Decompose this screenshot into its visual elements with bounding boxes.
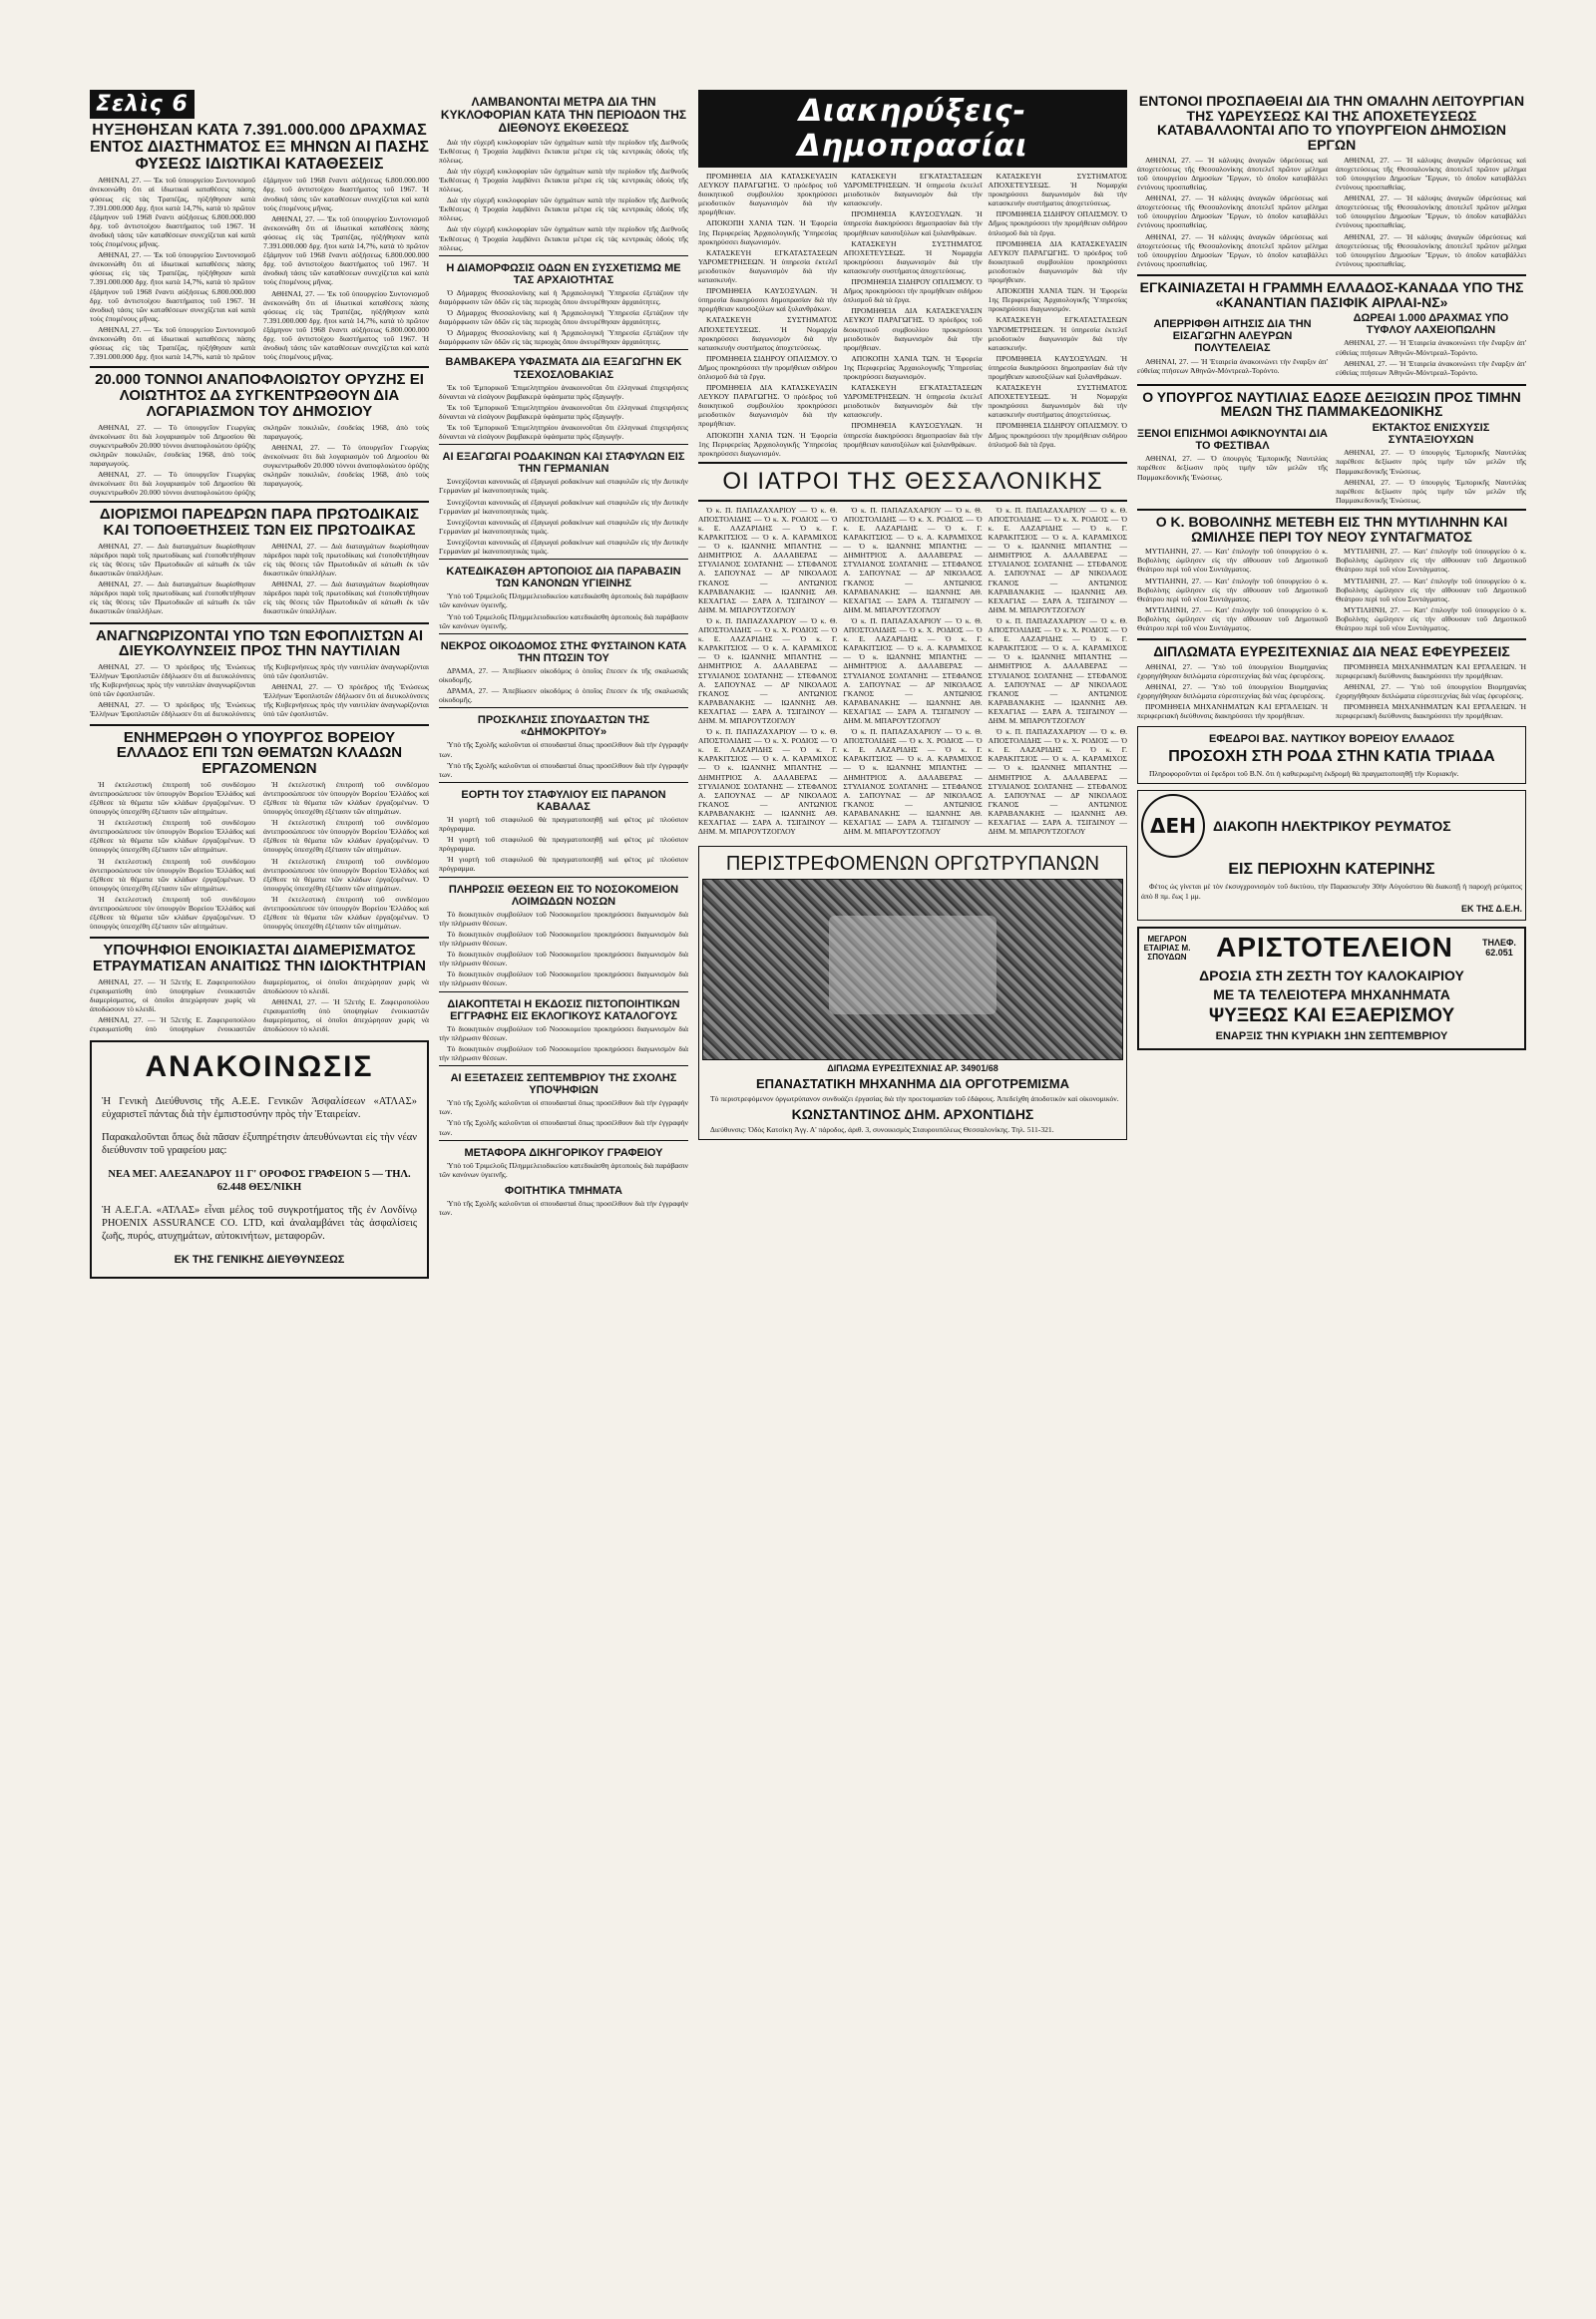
divider [698,462,1127,464]
article-text: ΑΘΗΝΑΙ, 27. — Ὁ πρόεδρος τῆς Ἑνώσεως Ἑλλήνων Ἐφοπλιστῶν ἐδήλωσεν ὅτι αἱ διευκολύνσεις τῆς Κυβερνήσεως πρὸς τὴν ναυτιλίαν ἀναγνωρίζονται ὑπὸ τῶν ἐφοπλιστῶν. [263,682,429,719]
column-4 [1137,90,1526,2284]
article-text: Ἡ ἐκτελεστικὴ ἐπιτροπὴ τοῦ συνδέσμου ἀντεπροσώπευσε τὸν ὑπουργὸν Βορείου Ἑλλάδος καὶ ἐξέθεσε τὰ θέματα τῶν κλάδων ἐργαζομένων. Ὁ ὑπουργὸς ὑπεσχέθη ἐξέτασιν τῶν αἰτημάτων. [263,779,429,817]
ad-title: ΑΝΑΚΟΙΝΩΣΙΣ [145,1050,374,1084]
headline-pensioners: ΕΚΤΑΚΤΟΣ ΕΝΙΣΧΥΣΙΣ ΣΥΝΤΑΞΙΟΥΧΩΝ [1372,422,1490,447]
article-text: Διὰ τὴν εὐχερῆ κυκλοφορίαν τῶν ὀχημάτων κατὰ τὴν περίοδον τῆς Διεθνοῦς Ἐκθέσεως ἡ Τροχαία λαμβάνει ἔκτακτα μέτρα εἰς τὰς κεντρικὰς ὁδοὺς τῆς πόλεως. [439,137,688,165]
tender-text: ΠΡΟΜΗΘΕΙΑ ΔΙΑ ΚΑΤΑΣΚΕΥΑΣΙΝ ΛΕΥΚΟΥ ΠΑΡΑΓΩΓΗΣ. Ὁ πρόεδρος τοῦ διοικητικοῦ συμβουλίου προκηρύσσει μειοδοτικὸν διαγωνισμὸν διὰ τὴν προμήθειαν. [843,306,983,352]
article-text: Ἡ ἐκτελεστικὴ ἐπιτροπὴ τοῦ συνδέσμου ἀντεπροσώπευσε τὸν ὑπουργὸν Βορείου Ἑλλάδος καὶ ἐξέθεσε τὰ θέματα τῶν κλάδων ἐργαζομένων. Ὁ ὑπουργὸς ὑπεσχέθη ἐξέτασιν τῶν αἰτημάτων. [90,818,255,855]
divider [439,444,688,445]
article-text: ΑΘΗΝΑΙ, 27. — Ἡ κάλυψις ἀναγκῶν ὑδρεύσεως καὶ ἀποχετεύσεως τῆς Θεσσαλονίκης ἀποτελεῖ πρῶτον μέλημα τοῦ ὑπουργείου Δημοσίων Ἔργων, τὸ ὁποῖον καταβάλλει ἐντόνους προσπαθείας. [1137,231,1328,268]
ad-tiller-name: ΚΩΝΣΤΑΝΤΙΝΟΣ ΔΗΜ. ΑΡΧΟΝΤΙΔΗΣ [791,1106,1034,1123]
article-text: ΑΘΗΝΑΙ, 27. — Ὁ πρόεδρος τῆς Ἑνώσεως Ἑλλήνων Ἐφοπλιστῶν ἐδήλωσεν ὅτι αἱ διευκολύνσεις τῆς Κυβερνήσεως πρὸς τὴν ναυτιλίαν ἀναγνωρίζονται ὑπὸ τῶν ἐφοπλιστῶν. [90,662,429,719]
headline-grape-fest: ΕΟΡΤΗ ΤΟΥ ΣΤΑΦΥΛΙΟΥ ΕΙΣ ΠΑΡΑΝΟΝ ΚΑΒΑΛΑΣ [461,788,666,813]
headline-festival: ΞΕΝΟΙ ΕΠΙΣΗΜΟΙ ΑΦΙΚΝΟΥΝΤΑΙ ΔΙΑ ΤΟ ΦΕΣΤΙΒΑΛ [1137,428,1328,453]
headline-minister-north: ΕΝΗΜΕΡΩΘΗ Ο ΥΠΟΥΡΓΟΣ ΒΟΡΕΙΟΥ ΕΛΛΑΔΟΣ ΕΠΙ ΤΩΝ ΘΕΜΑΤΩΝ ΚΛΑΔΩΝ ΕΡΓΑΖΟΜΕΝΩΝ [116,728,403,778]
divider [439,707,688,708]
article-text: Ἐκ τοῦ Ἐμπορικοῦ Ἐπιμελητηρίου ἀνακοινοῦται ὅτι ἑλληνικαὶ ἐπιχειρήσεις δύνανται νὰ εἰσάγουν βαμβακερὰ ὑφάσματα πρὸς ἐξαγωγήν. [439,402,688,421]
dei-logo-icon: ΔΕΗ [1141,794,1205,858]
article-text: Ἡ ἐκτελεστικὴ ἐπιτροπὴ τοῦ συνδέσμου ἀντεπροσώπευσε τὸν ὑπουργὸν Βορείου Ἑλλάδος καὶ ἐξέθεσε τὰ θέματα τῶν κλάδων ἐργαζομένων. Ὁ ὑπουργὸς ὑπεσχέθη ἐξέτασιν τῶν αἰτημάτων. [263,894,429,932]
article-text: Ὁ Δήμαρχος Θεσσαλονίκης καὶ ἡ Ἀρχαιολογικὴ Ὑπηρεσία ἐξετάζουν τὴν διαμόρφωσιν τῶν ὁδῶν εἰς τὰς περιοχὰς ὅπου ἀνευρέθησαν ἀρχαιότητες. [439,287,688,306]
article-text: Συνεχίζονται κανονικῶς αἱ ἐξαγωγαὶ ροδακίνων καὶ σταφυλῶν εἰς τὴν Δυτικὴν Γερμανίαν μὲ ἱκανοποιητικὰς τιμάς. [439,517,688,536]
divider [439,1140,688,1141]
tender-text: ΑΠΟΚΟΠΗ ΧΑΝΙΑ ΤΩΝ. Ἡ Ἐφορεία 1ης Περιφερείας Ἀρχαιολογικῆς Ὑπηρεσίας προκηρύσσει διαγωνισμόν. [843,353,983,381]
article-text: ΑΘΗΝΑΙ, 27. — Ὁ πρόεδρος τῆς Ἑνώσεως Ἑλλήνων Ἐφοπλιστῶν ἐδήλωσεν ὅτι αἱ διευκολύνσεις τῆς Κυβερνήσεως πρὸς τὴν ναυτιλίαν ἀναγνωρίζονται ὑπὸ τῶν ἐφοπλιστῶν. [90,662,255,699]
divider [90,937,429,939]
ad-text: Ἡ Α.Ε.Γ.Α. «ΑΤΛΑΣ» εἶναι μέλος τοῦ συγκροτήματος τῆς ἐν Λονδίνῳ PHOENIX ASSURANCE CO. LTD, καὶ ἀναλαμβάνει τὰς ἀσφαλίσεις ζωῆς, πυρός, ατυχημάτων, αὐτοκινήτων, μεταφορῶν. [102,1205,417,1243]
divider [90,501,429,503]
headline-vovolinis: Ο Κ. ΒΟΒΟΛΙΝΗΣ ΜΕΤΕΒΗ ΕΙΣ ΤΗΝ ΜΥΤΙΛΗΝΗΝ ΚΑΙ ΩΜΙΛΗΣΕ ΠΕΡΙ ΤΟΥ ΝΕΟΥ ΣΥΝΤΑΓΜΑΤΟΣ [1155,513,1508,545]
article-text: ΑΘΗΝΑΙ, 27. — Ἐκ τοῦ ὑπουργείου Συντονισμοῦ ἀνεκοινώθη ὅτι αἱ ἰδιωτικαὶ καταθέσεις πάσης φύσεως εἰς τὰς Τραπέζας, ηὐξήθησαν κατὰ 7.391.000.000 δρχ. ἤτοι κατὰ 14,7%, κατὰ τὸ πρῶτον ἑξάμηνον τοῦ 1968 ἔναντι αὐξήσεως 6.800.000.000 δρχ. τοῦ ἀντιστοίχου διαστήματος τοῦ 1967. Ἡ ἀνοδικὴ τάσις τῶν καταθέσεων συνεχίζεται καὶ κατὰ τοὺς ἐπομένους μῆνας. [90,176,255,249]
article-text: Ἡ ἐκτελεστικὴ ἐπιτροπὴ τοῦ συνδέσμου ἀντεπροσώπευσε τὸν ὑπουργὸν Βορείου Ἑλλάδος καὶ ἐξέθεσε τὰ θέματα τῶν κλάδων ἐργαζομένων. Ὁ ὑπουργὸς ὑπεσχέθη ἐξέτασιν τῶν αἰτημάτων. [90,894,255,932]
headline-canada-line: ΕΓΚΑΙΝΙΑΖΕΤΑΙ Η ΓΡΑΜΜΗ ΕΛΛΑΔΟΣ-ΚΑΝΑΔΑ ΥΠΟ ΤΗΣ «ΚΑΝΑΝΤΙΑΝ ΠΑΣΙΦΙΚ ΑΙΡΛΑΙ-ΝΣ» [1139,278,1524,310]
article-water [1137,156,1526,270]
headline-patents: ΔΙΠΛΩΜΑΤΑ ΕΥΡΕΣΙΤΕΧΝΙΑΣ ΔΙΑ ΝΕΑΣ ΕΦΕΥΡΕΣΕΙΣ [1153,643,1510,660]
article-text: ΑΘΗΝΑΙ, 27. — Ἡ Ἑταιρεία ἀνακοινώνει τὴν ἔναρξιν ἀπ' εὐθείας πτήσεων Ἀθηνῶν-Μόντρεαλ-Τορόντο. [1137,356,1328,375]
article-text: Συνεχίζονται κανονικῶς αἱ ἐξαγωγαὶ ροδακίνων καὶ σταφυλῶν εἰς τὴν Δυτικὴν Γερμανίαν μὲ ἱκανοποιητικὰς τιμάς. [439,497,688,516]
article-text: ΑΘΗΝΑΙ, 27. — Ὁ ὑπουργὸς Ἐμπορικῆς Ναυτιλίας παρέθεσε δεξίωσιν πρὸς τιμὴν τῶν μελῶν τῆς Παμμακεδονικῆς Ἑνώσεως. [1336,477,1526,505]
doctor-entry: Ὁ κ. Π. ΠΑΠΑΖΑΧΑΡΙΟΥ — Ὁ κ. Θ. ΑΠΟΣΤΟΛΙΔΗΣ — Ὁ κ. Χ. ΡΟΔΙΟΣ — Ὁ κ. Ε. ΛΑΖΑΡΙΔΗΣ — Ὁ κ. Γ. ΚΑΡΑΚΙΤΣΙΟΣ — Ὁ κ. Α. ΚΑΡΑΜΙΧΟΣ — Ὁ κ. ΙΩΑΝΝΗΣ ΜΠΑΝΤΗΣ — ΔΗΜΗΤΡΙΟΣ Α. ΔΑΛΑΒΕΡΑΣ — ΣΤΥΛΙΑΝΟΣ ΣΟΛΤΑΝΗΣ — ΣΤΕΦΑΝΟΣ Α. ΣΑΠΟΥΝΑΣ — ΔΡ ΝΙΚΟΛΑΟΣ ΓΚΑΝΟΣ — ΑΝΤΩΝΙΟΣ ΚΑΡΑΒΑΝΑΚΗΣ — ΙΩΑΝΝΗΣ ΑΘ. ΚΕΧΑΓΙΑΣ — ΣΑΡΑ Α. ΤΣΙΓΔΙΝΟΥ — ΔΗΜ. Μ. ΜΠΑΡΟΥΤΖΟΓΛΟΥ [843,615,983,725]
ad-arist-header [1142,932,1521,965]
ad-aristoteleion [1137,927,1526,1050]
tender-text: ΚΑΤΑΣΚΕΥΗ ΕΓΚΑΤΑΣΤΑΣΕΩΝ ΥΔΡΟΜΕΤΡΗΣΕΩΝ. Ἡ ὑπηρεσία ἐκτελεῖ μειοδοτικὸν διαγωνισμὸν διὰ τὴν κατασκευήν. [843,383,983,420]
article-text: Διὰ τὴν εὐχερῆ κυκλοφορίαν τῶν ὀχημάτων κατὰ τὴν περίοδον τῆς Διεθνοῦς Ἐκθέσεως ἡ Τροχαία λαμβάνει ἔκτακτα μέτρα εἰς τὰς κεντρικὰς ὁδοὺς τῆς πόλεως. [439,195,688,223]
headline-student-sections: ΦΟΙΤΗΤΙΚΑ ΤΜΗΜΑΤΑ [505,1184,622,1197]
ad-arist-line4: ΕΝΑΡΞΙΣ ΤΗΝ ΚΥΡΙΑΚΗ 1ΗΝ ΣΕΠΤΕΜΒΡΙΟΥ [1215,1029,1448,1042]
article-text: ΜΥΤΙΛΗΝΗ, 27. — Κατ' ἐπιλογὴν τοῦ ὑπουργείου ὁ κ. Βοβολίνης ὡμίλησεν εἰς τὴν αἴθουσαν τοῦ Δημοτικοῦ Θεάτρου περὶ τοῦ νέου Συντάγματος. [1137,576,1328,603]
tenders-block [698,172,1127,458]
divider [439,349,688,350]
ad-arist-line3: ΨΥΞΕΩΣ ΚΑΙ ΕΞΑΕΡΙΣΜΟΥ [1208,1004,1455,1026]
headline-electoral: ΔΙΑΚΟΠΤΕΤΑΙ Η ΕΚΔΟΣΙΣ ΠΙΣΤΟΠΟΙΗΤΙΚΩΝ ΕΓΓΡΑΦΗΣ ΕΙΣ ΕΚΛΟΓΙΚΟΥΣ ΚΑΤΑΛΟΓΟΥΣ [447,997,680,1022]
article-text: ΑΘΗΝΑΙ, 27. — Ὁ ὑπουργὸς Ἐμπορικῆς Ναυτιλίας παρέθεσε δεξίωσιν πρὸς τιμὴν τῶν μελῶν τῆς Παμμακεδονικῆς Ἑνώσεως. [1137,454,1328,482]
headline-donation: ΔΩΡΕΑΙ 1.000 ΔΡΑΧΜΑΣ ΥΠΟ ΤΥΦΛΟΥ ΛΑΧΕΙΟΠΩΛΗΝ [1353,312,1509,337]
divider [1137,274,1526,276]
article-text: Ὑπὸ τῆς Σχολῆς καλοῦνται οἱ σπουδασταὶ ὅπως προσέλθουν διὰ τὴν ἐγγραφήν των. [439,1199,688,1218]
doctor-entry: Ὁ κ. Π. ΠΑΠΑΖΑΧΑΡΙΟΥ — Ὁ κ. Θ. ΑΠΟΣΤΟΛΙΔΗΣ — Ὁ κ. Χ. ΡΟΔΙΟΣ — Ὁ κ. Ε. ΛΑΖΑΡΙΔΗΣ — Ὁ κ. Γ. ΚΑΡΑΚΙΤΣΙΟΣ — Ὁ κ. Α. ΚΑΡΑΜΙΧΟΣ — Ὁ κ. ΙΩΑΝΝΗΣ ΜΠΑΝΤΗΣ — ΔΗΜΗΤΡΙΟΣ Α. ΔΑΛΑΒΕΡΑΣ — ΣΤΥΛΙΑΝΟΣ ΣΟΛΤΑΝΗΣ — ΣΤΕΦΑΝΟΣ Α. ΣΑΠΟΥΝΑΣ — ΔΡ ΝΙΚΟΛΑΟΣ ΓΚΑΝΟΣ — ΑΝΤΩΝΙΟΣ ΚΑΡΑΒΑΝΑΚΗΣ — ΙΩΑΝΝΗΣ ΑΘ. ΚΕΧΑΓΙΑΣ — ΣΑΡΑ Α. ΤΣΙΓΔΙΝΟΥ — ΔΗΜ. Μ. ΜΠΑΡΟΥΤΖΟΓΛΟΥ [698,505,838,614]
ad-power-sub: ΕΙΣ ΠΕΡΙΟΧΗΝ ΚΑΤΕΡΙΝΗΣ [1228,861,1435,879]
divider [1137,384,1526,386]
article-text: ΑΘΗΝΑΙ, 27. — Ἡ κάλυψις ἀναγκῶν ὑδρεύσεως καὶ ἀποχετεύσεως τῆς Θεσσαλονίκης ἀποτελεῖ πρῶτον μέλημα τοῦ ὑπουργείου Δημοσίων Ἔργων, τὸ ὁποῖον καταβάλλει ἐντόνους προσπαθείας. [1336,193,1526,230]
divider [439,991,688,992]
article-text: Διὰ τὴν εὐχερῆ κυκλοφορίαν τῶν ὀχημάτων κατὰ τὴν περίοδον τῆς Διεθνοῦς Ἐκθέσεως ἡ Τροχαία λαμβάνει ἔκτακτα μέτρα εἰς τὰς κεντρικὰς ὁδοὺς τῆς πόλεως. [439,166,688,194]
headline-builder: ΝΕΚΡΟΣ ΟΙΚΟΔΟΜΟΣ ΣΤΗΣ ΦΥΣΤΑΙΝΟΝ ΚΑΤΑ ΤΗΝ ΠΤΩΣΙΝ ΤΟΥ [440,639,687,664]
article-text: ΑΘΗΝΑΙ, 27. — Ἡ 52ετὴς Ε. Ζαφειροπούλου ἐτραυματίσθη ὑπὸ ὑποψηφίων ἐνοικιαστῶν διαμερίσματος, οἱ ὁποῖοι ἀπεχώρησαν χωρὶς νὰ ἀποδώσουν τὸ κλειδί. [90,976,255,1014]
doctors-header: ΟΙ ΙΑΤΡΟΙ ΤΗΣ ΘΕΣΣΑΛΟΝΙΚΗΣ [722,467,1103,495]
article-text: ΑΘΗΝΑΙ, 27. — Διὰ διαταγμάτων διωρίσθησαν πάρεδροι παρὰ τοῖς πρωτοδίκαις καὶ ἐτοποθετήθησαν εἰς τὰς θέσεις τῶν Πρωτοδικῶν αἱ κάτωθι ἐκ τῶν δικαστικῶν ὑπαλλήλων. [90,580,255,616]
ad-arist-name: ΑΡΙΣΤΟΤΕΛΕΙΟΝ [1216,932,1453,964]
ad-arist-line2: ΜΕ ΤΑ ΤΕΛΕΙΟΤΕΡΑ ΜΗΧΑΝΗΜΑΤΑ [1213,985,1450,1002]
doctor-entry: Ὁ κ. Π. ΠΑΠΑΖΑΧΑΡΙΟΥ — Ὁ κ. Θ. ΑΠΟΣΤΟΛΙΔΗΣ — Ὁ κ. Χ. ΡΟΔΙΟΣ — Ὁ κ. Ε. ΛΑΖΑΡΙΔΗΣ — Ὁ κ. Γ. ΚΑΡΑΚΙΤΣΙΟΣ — Ὁ κ. Α. ΚΑΡΑΜΙΧΟΣ — Ὁ κ. ΙΩΑΝΝΗΣ ΜΠΑΝΤΗΣ — ΔΗΜΗΤΡΙΟΣ Α. ΔΑΛΑΒΕΡΑΣ — ΣΤΥΛΙΑΝΟΣ ΣΟΛΤΑΝΗΣ — ΣΤΕΦΑΝΟΣ Α. ΣΑΠΟΥΝΑΣ — ΔΡ ΝΙΚΟΛΑΟΣ ΓΚΑΝΟΣ — ΑΝΤΩΝΙΟΣ ΚΑΡΑΒΑΝΑΚΗΣ — ΙΩΑΝΝΗΣ ΑΘ. ΚΕΧΑΓΙΑΣ — ΣΑΡΑ Α. ΤΣΙΓΔΙΝΟΥ — ΔΗΜ. Μ. ΜΠΑΡΟΥΤΖΟΓΛΟΥ [988,727,1127,837]
article-canada [1137,312,1526,380]
article-text: Συνεχίζονται κανονικῶς αἱ ἐξαγωγαὶ ροδακίνων καὶ σταφυλῶν εἰς τὴν Δυτικὴν Γερμανίαν μὲ ἱκανοποιητικὰς τιμάς. [439,537,688,557]
column-3 [698,90,1127,2284]
article-text: ΜΥΤΙΛΗΝΗ, 27. — Κατ' ἐπιλογὴν τοῦ ὑπουργείου ὁ κ. Βοβολίνης ὡμίλησεν εἰς τὴν αἴθουσαν τοῦ Δημοτικοῦ Θεάτρου περὶ τοῦ νέου Συντάγματος. [1336,604,1526,633]
tender-text: ΠΡΟΜΗΘΕΙΑ ΣΙΔΗΡΟΥ ΟΠΛΙΣΜΟΥ. Ὁ Δῆμος προκηρύσσει τὴν προμήθειαν σιδήρου ὁπλισμοῦ διὰ τὰ ἔργα. [988,209,1127,237]
article-text: ΠΡΟΜΗΘΕΙΑ ΜΗΧΑΝΗΜΑΤΩΝ ΚΑΙ ΕΡΓΑΛΕΙΩΝ. Ἡ περιφερειακὴ διεύθυνσις διακηρύσσει τὴν προμήθειαν. [1137,702,1328,721]
headline-water: ΕΝΤΟΝΟΙ ΠΡΟΣΠΑΘΕΙΑΙ ΔΙΑ ΤΗΝ ΟΜΑΛΗΝ ΛΕΙΤΟΥΡΓΙΑΝ ΤΗΣ ΥΔΡΕΥΣΕΩΣ ΚΑΙ ΤΗΣ ΑΠΟΧΕΤΕΥΣΕΩΣ ΚΑΤΑΒΑΛΛΟΝΤΑΙ ΑΠΟ ΤΟ ΥΠΟΥΡΓΕΙΟΝ ΔΗΜΟΣΙΩΝ ΕΡΓΩΝ [1138,93,1525,154]
tender-text: ΚΑΤΑΣΚΕΥΗ ΣΥΣΤΗΜΑΤΟΣ ΑΠΟΧΕΤΕΥΣΕΩΣ. Ἡ Νομαρχία προκηρύσσει διαγωνισμὸν διὰ τὴν κατασκευὴν συστήματος ἀποχετεύσεως. [843,238,983,275]
article-text: ΜΥΤΙΛΗΝΗ, 27. — Κατ' ἐπιλογὴν τοῦ ὑπουργείου ὁ κ. Βοβολίνης ὡμίλησεν εἰς τὴν αἴθουσαν τοῦ Δημοτικοῦ Θεάτρου περὶ τοῦ νέου Συντάγματος. [1137,604,1328,633]
ad-tiller-body: Τὸ περιστρεφόμενον ὀργωτρύπανον συνδυάζει ἐργασίας διὰ τὴν προετοιμασίαν τοῦ ἐδάφους. Ἀπεδείχθη ἀποδοτικὸν καὶ οἰκονομικόν. [710,1094,1119,1104]
headline-rice: 20.000 ΤΟΝΝΟΙ ΑΝΑΠΟΦΛΟΙΩΤΟΥ ΟΡΥΖΗΣ ΕΙ ΛΟΙΩΤΗΤΟΣ ΔΑ ΣΥΓΚΕΝΤΡΩΘΟΥΝ ΔΙΑ ΛΟΓΑΡΙΑΣΜΟΝ ΤΟΥ ΔΗΜΟΣΙΟΥ [95,371,424,420]
newspaper-page [90,90,1526,2284]
column-1 [90,90,429,2284]
divider [90,366,429,368]
headline-flour: ΑΠΕΡΡΙΦΘΗ ΑΙΤΗΣΙΣ ΔΙΑ ΤΗΝ ΕΙΣΑΓΩΓΗΝ ΑΛΕΥΡΩΝ ΠΟΛΥΤΕΛΕΙΑΣ [1153,318,1312,355]
divider [439,633,688,634]
doctor-entry: Ὁ κ. Π. ΠΑΠΑΖΑΧΑΡΙΟΥ — Ὁ κ. Θ. ΑΠΟΣΤΟΛΙΔΗΣ — Ὁ κ. Χ. ΡΟΔΙΟΣ — Ὁ κ. Ε. ΛΑΖΑΡΙΔΗΣ — Ὁ κ. Γ. ΚΑΡΑΚΙΤΣΙΟΣ — Ὁ κ. Α. ΚΑΡΑΜΙΧΟΣ — Ὁ κ. ΙΩΑΝΝΗΣ ΜΠΑΝΤΗΣ — ΔΗΜΗΤΡΙΟΣ Α. ΔΑΛΑΒΕΡΑΣ — ΣΤΥΛΙΑΝΟΣ ΣΟΛΤΑΝΗΣ — ΣΤΕΦΑΝΟΣ Α. ΣΑΠΟΥΝΑΣ — ΔΡ ΝΙΚΟΛΑΟΣ ΓΚΑΝΟΣ — ΑΝΤΩΝΙΟΣ ΚΑΡΑΒΑΝΑΚΗΣ — ΙΩΑΝΝΗΣ ΑΘ. ΚΕΧΑΓΙΑΣ — ΣΑΡΑ Α. ΤΣΙΓΔΙΝΟΥ — ΔΗΜ. Μ. ΜΠΑΡΟΥΤΖΟΓΛΟΥ [843,727,983,837]
article-text: ΔΡΑΜΑ, 27. — Ἀπεβίωσεν οἰκοδόμος ὁ ὁποῖος ἔπεσεν ἐκ τῆς σκαλωσιᾶς οἰκοδομῆς. [439,665,688,684]
article-text: Ἐκ τοῦ Ἐμπορικοῦ Ἐπιμελητηρίου ἀνακοινοῦται ὅτι ἑλληνικαὶ ἐπιχειρήσεις δύνανται νὰ εἰσάγουν βαμβακερὰ ὑφάσματα πρὸς ἐξαγωγήν. [439,423,688,442]
article-vovolinis [1137,547,1526,634]
headline-shipowners: ΑΝΑΓΝΩΡΙΖΟΝΤΑΙ ΥΠΟ ΤΩΝ ΕΦΟΠΛΙΣΤΩΝ ΑΙ ΔΙΕΥΚΟΛΥΝΣΕΙΣ ΠΡΟΣ ΤΗΝ ΝΑΥΤΙΛΙΑΝ [95,626,424,660]
headline-judges: ΔΙΟΡΙΣΜΟΙ ΠΑΡΕΔΡΩΝ ΠΑΡΑ ΠΡΩΤΟΔΙΚΑΙΣ ΚΑΙ ΤΟΠΟΘΕΤΗΣΕΙΣ ΤΩΝ ΕΙΣ ΠΡΩΤΟΔΙΚΑΣ [99,506,420,540]
article-text: ΑΘΗΝΑΙ, 27. — Ἡ κάλυψις ἀναγκῶν ὑδρεύσεως καὶ ἀποχετεύσεως τῆς Θεσσαλονίκης ἀποτελεῖ πρῶτον μέλημα τοῦ ὑπουργείου Δημοσίων Ἔργων, τὸ ὁποῖον καταβάλλει ἐντόνους προσπαθείας. [1137,193,1328,230]
headline-law-office: ΜΕΤΑΦΟΡΑ ΔΙΚΗΓΟΡΙΚΟΥ ΓΡΑΦΕΙΟΥ [464,1146,663,1159]
article-text: ΜΥΤΙΛΗΝΗ, 27. — Κατ' ἐπιλογὴν τοῦ ὑπουργείου ὁ κ. Βοβολίνης ὡμίλησεν εἰς τὴν αἴθουσαν τοῦ Δημοτικοῦ Θεάτρου περὶ τοῦ νέου Συντάγματος. [1336,576,1526,603]
article-text: Διὰ τὴν εὐχερῆ κυκλοφορίαν τῶν ὀχημάτων κατὰ τὴν περίοδον τῆς Διεθνοῦς Ἐκθέσεως ἡ Τροχαία λαμβάνει ἔκτακτα μέτρα εἰς τὰς κεντρικὰς ὁδοὺς τῆς πόλεως. [439,224,688,252]
divider [1137,638,1526,640]
tender-text: ΚΑΤΑΣΚΕΥΗ ΕΓΚΑΤΑΣΤΑΣΕΩΝ ΥΔΡΟΜΕΤΡΗΣΕΩΝ. Ἡ ὑπηρεσία ἐκτελεῖ μειοδοτικὸν διαγωνισμὸν διὰ τὴν κατασκευήν. [698,247,838,285]
article-text: ΑΘΗΝΑΙ, 27. — Ἡ Ἑταιρεία ἀνακοινώνει τὴν ἔναρξιν ἀπ' εὐθείας πτήσεων Ἀθηνῶν-Μόντρεαλ-Τορόντο. [1336,338,1526,357]
page-number-label: Σελὶς 6 [90,90,195,119]
article-text: ΑΘΗΝΑΙ, 27. — Ἡ Ἑταιρεία ἀνακοινώνει τὴν ἔναρξιν ἀπ' εὐθείας πτήσεων Ἀθηνῶν-Μόντρεαλ-Τορόντο. [1336,358,1526,377]
article-patents [1137,662,1526,723]
headline-exams: ΑΙ ΕΞΕΤΑΣΕΙΣ ΣΕΠΤΕΜΒΡΙΟΥ ΤΗΣ ΣΧΟΛΗΣ ΥΠΟΨΗΦΙΩΝ [450,1072,677,1097]
article-text: ΑΘΗΝΑΙ, 27. — Ἡ κάλυψις ἀναγκῶν ὑδρεύσεως καὶ ἀποχετεύσεως τῆς Θεσσαλονίκης ἀποτελεῖ πρῶτον μέλημα τοῦ ὑπουργείου Δημοσίων Ἔργων, τὸ ὁποῖον καταβάλλει ἐντόνους προσπαθείας. [1336,231,1526,268]
tender-text: ΚΑΤΑΣΚΕΥΗ ΣΥΣΤΗΜΑΤΟΣ ΑΠΟΧΕΤΕΥΣΕΩΣ. Ἡ Νομαρχία προκηρύσσει διαγωνισμὸν διὰ τὴν κατασκευὴν συστήματος ἀποχετεύσεως. [988,383,1127,420]
article-text: ΑΘΗΝΑΙ, 27. — Διὰ διαταγμάτων διωρίσθησαν πάρεδροι παρὰ τοῖς πρωτοδίκαις καὶ ἐτοποθετήθησαν εἰς τὰς θέσεις τῶν Πρωτοδικῶν αἱ κάτωθι ἐκ τῶν δικαστικῶν ὑπαλλήλων. [90,541,255,579]
article-text: Ἐκ τοῦ Ἐμπορικοῦ Ἐπιμελητηρίου ἀνακοινοῦται ὅτι ἑλληνικαὶ ἐπιχειρήσεις δύνανται νὰ εἰσάγουν βαμβακερὰ ὑφάσματα πρὸς ἐξαγωγήν. [439,382,688,401]
article-minister-north [90,780,429,934]
article-text: Ἡ ἐκτελεστικὴ ἐπιτροπὴ τοῦ συνδέσμου ἀντεπροσώπευσε τὸν ὑπουργὸν Βορείου Ἑλλάδος καὶ ἐξέθεσε τὰ θέματα τῶν κλάδων ἐργαζομένων. Ὁ ὑπουργὸς ὑπεσχέθη ἐξέτασιν τῶν αἰτημάτων. [90,856,255,893]
ad-atlas-announcement [90,1040,429,1279]
article-text: ΑΘΗΝΑΙ, 27. — Ὑπὸ τοῦ ὑπουργείου Βιομηχανίας ἐχορηγήθησαν διπλώματα εὑρεσιτεχνίας διὰ νέας ἐφευρέσεις. [1137,661,1328,680]
article-text: ΑΘΗΝΑΙ, 27. — Ἡ 52ετὴς Ε. Ζαφειροπούλου ἐτραυματίσθη ὑπὸ ὑποψηφίων ἐνοικιαστῶν διαμερίσματος, οἱ ὁποῖοι ἀπεχώρησαν χωρὶς νὰ ἀποδώσουν τὸ κλειδί. [263,997,429,1034]
article-text: ΔΡΑΜΑ, 27. — Ἀπεβίωσεν οἰκοδόμος ὁ ὁποῖος ἔπεσεν ἐκ τῆς σκαλωσιᾶς οἰκοδομῆς. [439,686,688,705]
column-2 [439,90,688,2284]
article-text: ΑΘΗΝΑΙ, 27. — Ὑπὸ τοῦ ὑπουργείου Βιομηχανίας ἐχορηγήθησαν διπλώματα εὑρεσιτεχνίας διὰ νέας ἐφευρέσεις. [1336,681,1526,701]
headline-traffic: ΛΑΜΒΑΝΟΝΤΑΙ ΜΕΤΡΑ ΔΙΑ ΤΗΝ ΚΥΚΛΟΦΟΡΙΑΝ ΚΑΤΑ ΤΗΝ ΠΕΡΙΟΔΟΝ ΤΗΣ ΔΙΕΘΝΟΥΣ ΕΚΘΕΣΕΩΣ [440,95,687,136]
ad-text: Ἡ Γενικὴ Διεύθυνσις τῆς Α.Ε.Ε. Γενικῶν Ἀσφαλίσεων «ΑΤΛΑΣ» εὐχαριστεῖ πάντας διὰ τὴν ἐμπιστοσύνην πρὸς τὴν Ἑταιρείαν. [102,1095,417,1120]
tender-text: ΠΡΟΜΗΘΕΙΑ ΔΙΑ ΚΑΤΑΣΚΕΥΑΣΙΝ ΛΕΥΚΟΥ ΠΑΡΑΓΩΓΗΣ. Ὁ πρόεδρος τοῦ διοικητικοῦ συμβουλίου προκηρύσσει μειοδοτικὸν διαγωνισμὸν διὰ τὴν προμήθειαν. [698,172,838,217]
ad-power-title: ΔΙΑΚΟΠΗ ΗΛΕΚΤΡΙΚΟΥ ΡΕΥΜΑΤΟΣ [1213,818,1451,835]
tender-text: ΠΡΟΜΗΘΕΙΑ ΚΑΥΣΟΞΥΛΩΝ. Ἡ ὑπηρεσία διακηρύσσει δημοπρασίαν διὰ τὴν προμήθειαν καυσοξύλων καὶ ξυλανθράκων. [843,209,983,237]
tender-text: ΚΑΤΑΣΚΕΥΗ ΕΓΚΑΤΑΣΤΑΣΕΩΝ ΥΔΡΟΜΕΤΡΗΣΕΩΝ. Ἡ ὑπηρεσία ἐκτελεῖ μειοδοτικὸν διαγωνισμὸν διὰ τὴν κατασκευήν. [988,315,1127,352]
headline-baker: ΚΑΤΕΔΙΚΑΣΘΗ ΑΡΤΟΠΟΙΟΣ ΔΙΑ ΠΑΡΑΒΑΣΙΝ ΤΩΝ ΚΑΝΟΝΩΝ ΥΓΙΕΙΝΗΣ [446,566,681,590]
tender-text: ΠΡΟΜΗΘΕΙΑ ΣΙΔΗΡΟΥ ΟΠΛΙΣΜΟΥ. Ὁ Δῆμος προκηρύσσει τὴν προμήθειαν σιδήρου ὁπλισμοῦ διὰ τὰ ἔργα. [988,421,1127,449]
article-deposits [90,176,429,362]
ad-power-body: Φέτος ὡς γίνεται μὲ τὸν ἐκσυγχρονισμὸν τοῦ δικτύου, τὴν Παρασκευὴν 30ὴν Αὐγούστου θὰ διακοπῇ ἡ παροχὴ ρεύματος ἀπὸ 8 πμ. ἕως 1 μμ. [1141,882,1522,901]
doctor-entry: Ὁ κ. Π. ΠΑΠΑΖΑΧΑΡΙΟΥ — Ὁ κ. Θ. ΑΠΟΣΤΟΛΙΔΗΣ — Ὁ κ. Χ. ΡΟΔΙΟΣ — Ὁ κ. Ε. ΛΑΖΑΡΙΔΗΣ — Ὁ κ. Γ. ΚΑΡΑΚΙΤΣΙΟΣ — Ὁ κ. Α. ΚΑΡΑΜΙΧΟΣ — Ὁ κ. ΙΩΑΝΝΗΣ ΜΠΑΝΤΗΣ — ΔΗΜΗΤΡΙΟΣ Α. ΔΑΛΑΒΕΡΑΣ — ΣΤΥΛΙΑΝΟΣ ΣΟΛΤΑΝΗΣ — ΣΤΕΦΑΝΟΣ Α. ΣΑΠΟΥΝΑΣ — ΔΡ ΝΙΚΟΛΑΟΣ ΓΚΑΝΟΣ — ΑΝΤΩΝΙΟΣ ΚΑΡΑΒΑΝΑΚΗΣ — ΙΩΑΝΝΗΣ ΑΘ. ΚΕΧΑΓΙΑΣ — ΣΑΡΑ Α. ΤΣΙΓΔΙΝΟΥ — ΔΗΜ. Μ. ΜΠΑΡΟΥΤΖΟΓΛΟΥ [698,615,838,725]
ad-navy-reservists [1137,726,1526,784]
article-text: ΑΘΗΝΑΙ, 27. — Διὰ διαταγμάτων διωρίσθησαν πάρεδροι παρὰ τοῖς πρωτοδίκαις καὶ ἐτοποθετήθησαν εἰς τὰς θέσεις τῶν Πρωτοδικῶν αἱ κάτωθι ἐκ τῶν δικαστικῶν ὑπαλλήλων. [263,580,429,616]
article-text: Τὸ διοικητικὸν συμβούλιον τοῦ Νοσοκομείου προκηρύσσει διαγωνισμὸν διὰ τὴν πλήρωσιν θέσεων. [439,1043,688,1062]
article-text: Ὑπὸ τῆς Σχολῆς καλοῦνται οἱ σπουδασταὶ ὅπως προσέλθουν διὰ τὴν ἐγγραφήν των. [439,760,688,779]
article-rice [90,423,429,498]
article-text: Τὸ διοικητικὸν συμβούλιον τοῦ Νοσοκομείου προκηρύσσει διαγωνισμὸν διὰ τὴν πλήρωσιν θέσεων. [439,909,688,928]
article-text: ΠΡΟΜΗΘΕΙΑ ΜΗΧΑΝΗΜΑΤΩΝ ΚΑΙ ΕΡΓΑΛΕΙΩΝ. Ἡ περιφερειακὴ διεύθυνσις διακηρύσσει τὴν προμήθειαν. [1336,661,1526,680]
tiller-photo [702,879,1123,1060]
ad-text: Παρακαλοῦνται ὅπως διὰ πᾶσαν ἐξυπηρέτησιν ἀπευθύνωνται εἰς τὴν νέαν διεύθυνσιν τοῦ γραφείου μας: [102,1132,417,1157]
article-text: Συνεχίζονται κανονικῶς αἱ ἐξαγωγαὶ ροδακίνων καὶ σταφυλῶν εἰς τὴν Δυτικὴν Γερμανίαν μὲ ἱκανοποιητικὰς τιμάς. [439,477,688,496]
doctor-entry: Ὁ κ. Π. ΠΑΠΑΖΑΧΑΡΙΟΥ — Ὁ κ. Θ. ΑΠΟΣΤΟΛΙΔΗΣ — Ὁ κ. Χ. ΡΟΔΙΟΣ — Ὁ κ. Ε. ΛΑΖΑΡΙΔΗΣ — Ὁ κ. Γ. ΚΑΡΑΚΙΤΣΙΟΣ — Ὁ κ. Α. ΚΑΡΑΜΙΧΟΣ — Ὁ κ. ΙΩΑΝΝΗΣ ΜΠΑΝΤΗΣ — ΔΗΜΗΤΡΙΟΣ Α. ΔΑΛΑΒΕΡΑΣ — ΣΤΥΛΙΑΝΟΣ ΣΟΛΤΑΝΗΣ — ΣΤΕΦΑΝΟΣ Α. ΣΑΠΟΥΝΑΣ — ΔΡ ΝΙΚΟΛΑΟΣ ΓΚΑΝΟΣ — ΑΝΤΩΝΙΟΣ ΚΑΡΑΒΑΝΑΚΗΣ — ΙΩΑΝΝΗΣ ΑΘ. ΚΕΧΑΓΙΑΣ — ΣΑΡΑ Α. ΤΣΙΓΔΙΝΟΥ — ΔΗΜ. Μ. ΜΠΑΡΟΥΤΖΟΓΛΟΥ [988,615,1127,725]
article-text: ΑΘΗΝΑΙ, 27. — Ἐκ τοῦ ὑπουργείου Συντονισμοῦ ἀνεκοινώθη ὅτι αἱ ἰδιωτικαὶ καταθέσεις πάσης φύσεως εἰς τὰς Τραπέζας, ηὐξήθησαν κατὰ 7.391.000.000 δρχ. ἤτοι κατὰ 14,7%, κατὰ τὸ πρῶτον ἑξάμηνον τοῦ 1968 ἔναντι αὐξήσεως 6.800.000.000 δρχ. τοῦ ἀντιστοίχου διαστήματος τοῦ 1967. Ἡ ἀνοδικὴ τάσις τῶν καταθέσεων συνεχίζεται καὶ κατὰ τοὺς ἐπομένους μῆνας. [90,250,255,323]
article-text: Ὑπὸ τοῦ Τριμελοῦς Πλημμελειοδικείου κατεδικάσθη ἀρτοποιὸς διὰ παράβασιν τῶν κανόνων ὑγιεινῆς. [439,611,688,630]
ad-tiller-title: ΠΕΡΙΣΤΡΕΦΟΜΕΝΩΝ ΟΡΓΩΤΡΥΠΑΝΩΝ [725,853,1100,876]
ad-navy-head: ΠΡΟΣΟΧΗ ΣΤΗ ΡΟΔΑ ΣΤΗΝ ΚΑΤΙΑ ΤΡΙΑΔΑ [1168,748,1495,766]
divider [90,622,429,624]
divider [439,782,688,783]
article-text: ΑΘΗΝΑΙ, 27. — Ὁ ὑπουργὸς Ἐμπορικῆς Ναυτιλίας παρέθεσε δεξίωσιν πρὸς τιμὴν τῶν μελῶν τῆς Παμμακεδονικῆς Ἑνώσεως. [1336,448,1526,476]
article-tenants [90,977,429,1035]
article-judges [90,542,429,618]
ad-signature: ΕΚ ΤΗΣ ΓΕΝΙΚΗΣ ΔΙΕΥΘΥΝΣΕΩΣ [174,1253,345,1266]
tender-text: ΑΠΟΚΟΠΗ ΧΑΝΙΑ ΤΩΝ. Ἡ Ἐφορεία 1ης Περιφερείας Ἀρχαιολογικῆς Ὑπηρεσίας προκηρύσσει διαγωνισμόν. [988,286,1127,314]
article-text: Τὸ διοικητικὸν συμβούλιον τοῦ Νοσοκομείου προκηρύσσει διαγωνισμὸν διὰ τὴν πλήρωσιν θέσεων. [439,969,688,988]
article-text: Ἡ γιορτὴ τοῦ σταφυλιοῦ θὰ πραγματοποιηθῇ καὶ φέτος μὲ πλούσιον πρόγραμμα. [439,835,688,854]
tender-text: ΑΠΟΚΟΠΗ ΧΑΝΙΑ ΤΩΝ. Ἡ Ἐφορεία 1ης Περιφερείας Ἀρχαιολογικῆς Ὑπηρεσίας προκηρύσσει διαγωνισμόν. [698,218,838,246]
tender-text: ΠΡΟΜΗΘΕΙΑ ΔΙΑ ΚΑΤΑΣΚΕΥΑΣΙΝ ΛΕΥΚΟΥ ΠΑΡΑΓΩΓΗΣ. Ὁ πρόεδρος τοῦ διοικητικοῦ συμβουλίου προκηρύσσει μειοδοτικὸν διαγωνισμὸν διὰ τὴν προμήθειαν. [988,238,1127,285]
tender-text: ΠΡΟΜΗΘΕΙΑ ΔΙΑ ΚΑΤΑΣΚΕΥΑΣΙΝ ΛΕΥΚΟΥ ΠΑΡΑΓΩΓΗΣ. Ὁ πρόεδρος τοῦ διοικητικοῦ συμβουλίου προκηρύσσει μειοδοτικὸν διαγωνισμὸν διὰ τὴν προμήθειαν. [698,383,838,429]
ad-navy-title: ΕΦΕΔΡΟΙ ΒΑΣ. ΝΑΥΤΙΚΟΥ ΒΟΡΕΙΟΥ ΕΛΛΑΔΟΣ [1209,733,1454,746]
doctor-entry: Ὁ κ. Π. ΠΑΠΑΖΑΧΑΡΙΟΥ — Ὁ κ. Θ. ΑΠΟΣΤΟΛΙΔΗΣ — Ὁ κ. Χ. ΡΟΔΙΟΣ — Ὁ κ. Ε. ΛΑΖΑΡΙΔΗΣ — Ὁ κ. Γ. ΚΑΡΑΚΙΤΣΙΟΣ — Ὁ κ. Α. ΚΑΡΑΜΙΧΟΣ — Ὁ κ. ΙΩΑΝΝΗΣ ΜΠΑΝΤΗΣ — ΔΗΜΗΤΡΙΟΣ Α. ΔΑΛΑΒΕΡΑΣ — ΣΤΥΛΙΑΝΟΣ ΣΟΛΤΑΝΗΣ — ΣΤΕΦΑΝΟΣ Α. ΣΑΠΟΥΝΑΣ — ΔΡ ΝΙΚΟΛΑΟΣ ΓΚΑΝΟΣ — ΑΝΤΩΝΙΟΣ ΚΑΡΑΒΑΝΑΚΗΣ — ΙΩΑΝΝΗΣ ΑΘ. ΚΕΧΑΓΙΑΣ — ΣΑΡΑ Α. ΤΣΙΓΔΙΝΟΥ — ΔΗΜ. Μ. ΜΠΑΡΟΥΤΖΟΓΛΟΥ [698,727,838,837]
tender-text: ΠΡΟΜΗΘΕΙΑ ΚΑΥΣΟΞΥΛΩΝ. Ἡ ὑπηρεσία διακηρύσσει δημοπρασίαν διὰ τὴν προμήθειαν καυσοξύλων καὶ ξυλανθράκων. [843,421,983,449]
article-text: ΠΡΟΜΗΘΕΙΑ ΜΗΧΑΝΗΜΑΤΩΝ ΚΑΙ ΕΡΓΑΛΕΙΩΝ. Ἡ περιφερειακὴ διεύθυνσις διακηρύσσει τὴν προμήθειαν. [1336,702,1526,721]
tender-text: ΠΡΟΜΗΘΕΙΑ ΣΙΔΗΡΟΥ ΟΠΛΙΣΜΟΥ. Ὁ Δῆμος προκηρύσσει τὴν προμήθειαν σιδήρου ὁπλισμοῦ διὰ τὰ ἔργα. [843,277,983,305]
article-text: Ὑπὸ τῆς Σχολῆς καλοῦνται οἱ σπουδασταὶ ὅπως προσέλθουν διὰ τὴν ἐγγραφήν των. [439,1098,688,1117]
article-text: Ὁ Δήμαρχος Θεσσαλονίκης καὶ ἡ Ἀρχαιολογικὴ Ὑπηρεσία ἐξετάζουν τὴν διαμόρφωσιν τῶν ὁδῶν εἰς τὰς περιοχὰς ὅπου ἀνευρέθησαν ἀρχαιότητες. [439,308,688,327]
article-text: Ὑπὸ τῆς Σχολῆς καλοῦνται οἱ σπουδασταὶ ὅπως προσέλθουν διὰ τὴν ἐγγραφήν των. [439,1118,688,1137]
ad-power-header [1141,794,1522,858]
tender-text: ΠΡΟΜΗΘΕΙΑ ΚΑΥΣΟΞΥΛΩΝ. Ἡ ὑπηρεσία διακηρύσσει δημοπρασίαν διὰ τὴν προμήθειαν καυσοξύλων καὶ ξυλανθράκων. [698,286,838,314]
article-text: Ἡ ἐκτελεστικὴ ἐπιτροπὴ τοῦ συνδέσμου ἀντεπροσώπευσε τὸν ὑπουργὸν Βορείου Ἑλλάδος καὶ ἐξέθεσε τὰ θέματα τῶν κλάδων ἐργαζομένων. Ὁ ὑπουργὸς ὑπεσχέθη ἐξέτασιν τῶν αἰτημάτων. [263,818,429,855]
headline-exports: ΑΙ ΕΞΑΓΩΓΑΙ ΡΟΔΑΚΙΝΩΝ ΚΑΙ ΣΤΑΦΥΛΩΝ ΕΙΣ ΤΗΝ ΓΕΡΜΑΝΙΑΝ [442,451,685,476]
divider [439,877,688,878]
headline-shipping-minister: Ο ΥΠΟΥΡΓΟΣ ΝΑΥΤΙΛΙΑΣ ΕΔΩΣΕ ΔΕΞΙΩΣΙΝ ΠΡΟΣ ΤΙΜΗΝ ΜΕΛΩΝ ΤΗΣ ΠΑΜΜΑΚΕΔΟΝΙΚΗΣ [1142,388,1521,420]
article-text: ΑΘΗΝΑΙ, 27. — Ἡ κάλυψις ἀναγκῶν ὑδρεύσεως καὶ ἀποχετεύσεως τῆς Θεσσαλονίκης ἀποτελεῖ πρῶτον μέλημα τοῦ ὑπουργείου Δημοσίων Ἔργων, τὸ ὁποῖον καταβάλλει ἐντόνους προσπαθείας. [1137,155,1328,193]
tender-text: ΚΑΤΑΣΚΕΥΗ ΣΥΣΤΗΜΑΤΟΣ ΑΠΟΧΕΤΕΥΣΕΩΣ. Ἡ Νομαρχία προκηρύσσει διαγωνισμὸν διὰ τὴν κατασκευὴν συστήματος ἀποχετεύσεως. [698,315,838,352]
section-banner-tenders: Διακηρύξεις-Δημοπρασίαι [698,90,1127,168]
article-text: ΑΘΗΝΑΙ, 27. — Τὸ ὑπουργεῖον Γεωργίας ἀνεκοίνωσε ὅτι διὰ λογαριασμὸν τοῦ Δημοσίου θὰ συγκεντρωθοῦν 20.000 τόννοι ἀναποφλοιώτου ὀρύζης σκληρῶν ποικιλιῶν, ἐσοδείας 1968, ἀπὸ τοὺς παραγωγούς. [90,422,255,468]
article-text: Τὸ διοικητικὸν συμβούλιον τοῦ Νοσοκομείου προκηρύσσει διαγωνισμὸν διὰ τὴν πλήρωσιν θέσεων. [439,1023,688,1042]
tender-text: ΠΡΟΜΗΘΕΙΑ ΣΙΔΗΡΟΥ ΟΠΛΙΣΜΟΥ. Ὁ Δῆμος προκηρύσσει τὴν προμήθειαν σιδήρου ὁπλισμοῦ διὰ τὰ ἔργα. [698,353,838,381]
ad-power-sign: ΕΚ ΤΗΣ Δ.Ε.Η. [1460,903,1522,914]
ad-tiller-headline: ΕΠΑΝΑΣΤΑΤΙΚΗ ΜΗΧΑΝΗΜΑ ΔΙΑ ΟΡΓΟΤΡΕΜΙΣΜΑ [755,1076,1070,1092]
ad-tiller [698,846,1127,1140]
article-text: ΑΘΗΝΑΙ, 27. — Τὸ ὑπουργεῖον Γεωργίας ἀνεκοίνωσε ὅτι διὰ λογαριασμὸν τοῦ Δημοσίου θὰ συγκεντρωθοῦν 20.000 τόννοι ἀναποφλοιώτου ὀρύζης σκληρῶν ποικιλιῶν, ἐσοδείας 1968, ἀπὸ τοὺς παραγωγούς. [263,442,429,489]
article-text: ΑΘΗΝΑΙ, 27. — Τὸ ὑπουργεῖον Γεωργίας ἀνεκοίνωσε ὅτι διὰ λογαριασμὸν τοῦ Δημοσίου θὰ συγκεντρωθοῦν 20.000 τόννοι ἀναποφλοιώτου ὀρύζης σκληρῶν ποικιλιῶν, ἐσοδείας 1968, ἀπὸ τοὺς παραγωγούς. [90,422,429,498]
article-text: ΑΘΗΝΑΙ, 27. — Ὑπὸ τοῦ ὑπουργείου Βιομηχανίας ἐχορηγήθησαν διπλώματα εὑρεσιτεχνίας διὰ νέας ἐφευρέσεις. [1137,681,1328,701]
article-text: ΜΥΤΙΛΗΝΗ, 27. — Κατ' ἐπιλογὴν τοῦ ὑπουργείου ὁ κ. Βοβολίνης ὡμίλησεν εἰς τὴν αἴθουσαν τοῦ Δημοτικοῦ Θεάτρου περὶ τοῦ νέου Συντάγματος. [1336,547,1526,575]
headline-cotton: ΒΑΜΒΑΚΕΡΑ ΥΦΑΣΜΑΤΑ ΔΙΑ ΕΞΑΓΩΓΗΝ ΕΚ ΤΣΕΧΟΣΛΟΒΑΚΙΑΣ [445,356,682,381]
doctors-directory [698,506,1127,838]
article-text: ΑΘΗΝΑΙ, 27. — Διὰ διαταγμάτων διωρίσθησαν πάρεδροι παρὰ τοῖς πρωτοδίκαις καὶ ἐτοποθετήθησαν εἰς τὰς θέσεις τῶν Πρωτοδικῶν αἱ κάτωθι ἐκ τῶν δικαστικῶν ὑπαλλήλων. [263,541,429,579]
article-reception [1137,422,1526,505]
article-text: ΜΥΤΙΛΗΝΗ, 27. — Κατ' ἐπιλογὴν τοῦ ὑπουργείου ὁ κ. Βοβολίνης ὡμίλησεν εἰς τὴν αἴθουσαν τοῦ Δημοτικοῦ Θεάτρου περὶ τοῦ νέου Συντάγματος. [1137,547,1328,575]
divider [1137,509,1526,511]
article-text: ΑΘΗΝΑΙ, 27. — Ἐκ τοῦ ὑπουργείου Συντονισμοῦ ἀνεκοινώθη ὅτι αἱ ἰδιωτικαὶ καταθέσεις πάσης φύσεως εἰς τὰς Τραπέζας, ηὐξήθησαν κατὰ 7.391.000.000 δρχ. ἤτοι κατὰ 14,7%, κατὰ τὸ πρῶτον ἑξάμηνον τοῦ 1968 ἔναντι αὐξήσεως 6.800.000.000 δρχ. τοῦ ἀντιστοίχου διαστήματος τοῦ 1967. Ἡ ἀνοδικὴ τάσις τῶν καταθέσεων συνεχίζεται καὶ κατὰ τοὺς ἐπομένους μῆνας. [263,288,429,362]
doctor-entry: Ὁ κ. Π. ΠΑΠΑΖΑΧΑΡΙΟΥ — Ὁ κ. Θ. ΑΠΟΣΤΟΛΙΔΗΣ — Ὁ κ. Χ. ΡΟΔΙΟΣ — Ὁ κ. Ε. ΛΑΖΑΡΙΔΗΣ — Ὁ κ. Γ. ΚΑΡΑΚΙΤΣΙΟΣ — Ὁ κ. Α. ΚΑΡΑΜΙΧΟΣ — Ὁ κ. ΙΩΑΝΝΗΣ ΜΠΑΝΤΗΣ — ΔΗΜΗΤΡΙΟΣ Α. ΔΑΛΑΒΕΡΑΣ — ΣΤΥΛΙΑΝΟΣ ΣΟΛΤΑΝΗΣ — ΣΤΕΦΑΝΟΣ Α. ΣΑΠΟΥΝΑΣ — ΔΡ ΝΙΚΟΛΑΟΣ ΓΚΑΝΟΣ — ΑΝΤΩΝΙΟΣ ΚΑΡΑΒΑΝΑΚΗΣ — ΙΩΑΝΝΗΣ ΑΘ. ΚΕΧΑΓΙΑΣ — ΣΑΡΑ Α. ΤΣΙΓΔΙΝΟΥ — ΔΗΜ. Μ. ΜΠΑΡΟΥΤΖΟΓΛΟΥ [988,505,1127,614]
article-text: Ὑπὸ τῆς Σχολῆς καλοῦνται οἱ σπουδασταὶ ὅπως προσέλθουν διὰ τὴν ἐγγραφήν των. [439,740,688,759]
ad-arist-phone: ΤΗΛΕΦ. 62.051 [1482,938,1516,959]
divider [439,559,688,560]
ad-navy-body: Πληροφοροῦνται οἱ ἔφεδροι τοῦ Β.Ν. ὅτι ἡ καθιερωμένη ἐκδρομὴ θὰ πραγματοποιηθῇ τὴν Κυριακήν. [1149,769,1459,779]
article-text: Ἡ ἐκτελεστικὴ ἐπιτροπὴ τοῦ συνδέσμου ἀντεπροσώπευσε τὸν ὑπουργὸν Βορείου Ἑλλάδος καὶ ἐξέθεσε τὰ θέματα τῶν κλάδων ἐργαζομένων. Ὁ ὑπουργὸς ὑπεσχέθη ἐξέτασιν τῶν αἰτημάτων. [90,779,255,817]
ad-tiller-address: Διεύθυνσις: Ὁδὸς Κατσίκη Ἀγγ. Α' πάροδος, ἀριθ. 3, συνοικισμὸς Σταυρουπόλεως Θεσσαλονίκης. Τηλ. 511-321. [710,1125,1054,1135]
headline-deposits: ΗΥΞΗΘΗΣΑΝ ΚΑΤΑ 7.391.000.000 ΔΡΑΧΜΑΣ ΕΝΤΟΣ ΔΙΑΣΤΗΜΑΤΟΣ ΕΞ ΜΗΝΩΝ ΑΙ ΠΑΣΗΣ ΦΥΣΕΩΣ ΙΔΙΩΤΙΚΑΙ ΚΑΤΑΘΕΣΕΙΣ [90,122,429,173]
headline-roads: Η ΔΙΑΜΟΡΦΩΣΙΣ ΟΔΩΝ ΕΝ ΣΥΣΧΕΤΙΣΜΩ ΜΕ ΤΑΣ ΑΡΧΑΙΟΤΗΤΑΣ [446,261,681,286]
tender-text: ΚΑΤΑΣΚΕΥΗ ΣΥΣΤΗΜΑΤΟΣ ΑΠΟΧΕΤΕΥΣΕΩΣ. Ἡ Νομαρχία προκηρύσσει διαγωνισμὸν διὰ τὴν κατασκευὴν συστήματος ἀποχετεύσεως. [988,172,1127,208]
ad-arist-line1: ΔΡΟΣΙΑ ΣΤΗ ΖΕΣΤΗ ΤΟΥ ΚΑΛΟΚΑΙΡΙΟΥ [1199,966,1464,983]
article-text: ΑΘΗΝΑΙ, 27. — Ἐκ τοῦ ὑπουργείου Συντονισμοῦ ἀνεκοινώθη ὅτι αἱ ἰδιωτικαὶ καταθέσεις πάσης φύσεως εἰς τὰς Τραπέζας, ηὐξήθησαν κατὰ 7.391.000.000 δρχ. ἤτοι κατὰ 14,7%, κατὰ τὸ πρῶτον ἑξάμηνον τοῦ 1968 ἔναντι αὐξήσεως 6.800.000.000 δρχ. τοῦ ἀντιστοίχου διαστήματος τοῦ 1967. Ἡ ἀνοδικὴ τάσις τῶν καταθέσεων συνεχίζεται καὶ κατὰ τοὺς ἐπομένους μῆνας. [263,213,429,287]
article-text: Ἡ γιορτὴ τοῦ σταφυλιοῦ θὰ πραγματοποιηθῇ καὶ φέτος μὲ πλούσιον πρόγραμμα. [439,855,688,874]
ad-arist-small: ΜΕΓΑΡΟΝ ΕΤΑΙΡΙΑΣ Μ. ΣΠΟΥΔΩΝ [1143,934,1191,962]
divider [439,1065,688,1066]
article-text: Ἡ ἐκτελεστικὴ ἐπιτροπὴ τοῦ συνδέσμου ἀντεπροσώπευσε τὸν ὑπουργὸν Βορείου Ἑλλάδος καὶ ἐξέθεσε τὰ θέματα τῶν κλάδων ἐργαζομένων. Ὁ ὑπουργὸς ὑπεσχέθη ἐξέτασιν τῶν αἰτημάτων. [263,856,429,893]
ad-tiller-patent: ΔΙΠΛΩΜΑ ΕΥΡΕΣΙΤΕΧΝΙΑΣ ΑΡ. 34901/68 [827,1063,998,1074]
tender-text: ΠΡΟΜΗΘΕΙΑ ΚΑΥΣΟΞΥΛΩΝ. Ἡ ὑπηρεσία διακηρύσσει δημοπρασίαν διὰ τὴν προμήθειαν καυσοξύλων καὶ ξυλανθράκων. [988,353,1127,381]
article-text: Ὑπὸ τοῦ Τριμελοῦς Πλημμελειοδικείου κατεδικάσθη ἀρτοποιὸς διὰ παράβασιν τῶν κανόνων ὑγιεινῆς. [439,1160,688,1179]
article-text: Ὁ Δήμαρχος Θεσσαλονίκης καὶ ἡ Ἀρχαιολογικὴ Ὑπηρεσία ἐξετάζουν τὴν διαμόρφωσιν τῶν ὁδῶν εἰς τὰς περιοχὰς ὅπου ἀνευρέθησαν ἀρχαιότητες. [439,328,688,347]
article-text: Ἡ γιορτὴ τοῦ σταφυλιοῦ θὰ πραγματοποιηθῇ καὶ φέτος μὲ πλούσιον πρόγραμμα. [439,815,688,834]
ad-address: ΝΕΑ ΜΕΓ. ΑΛΕΞΑΝΔΡΟΥ 11 Γ' ΟΡΟΦΟΣ ΓΡΑΦΕΙΟΝ 5 — ΤΗΛ. 62.448 ΘΕΣ/ΝΙΚΗ [108,1168,411,1193]
article-text: Ὑπὸ τοῦ Τριμελοῦς Πλημμελειοδικείου κατεδικάσθη ἀρτοποιὸς διὰ παράβασιν τῶν κανόνων ὑγιεινῆς. [439,591,688,610]
article-text: ΑΘΗΝΑΙ, 27. — Ἡ 52ετὴς Ε. Ζαφειροπούλου ἐτραυματίσθη ὑπὸ ὑποψηφίων ἐνοικιαστῶν διαμερίσματος, οἱ ὁποῖοι ἀπεχώρησαν χωρὶς νὰ ἀποδώσουν τὸ κλειδί. [90,976,429,1034]
headline-hospital: ΠΛΗΡΩΣΙΣ ΘΕΣΕΩΝ ΕΙΣ ΤΟ ΝΟΣΟΚΟΜΕΙΟΝ ΛΟΙΜΩΔΩΝ ΝΟΣΩΝ [448,883,679,908]
divider [439,255,688,256]
article-text: Τὸ διοικητικὸν συμβούλιον τοῦ Νοσοκομείου προκηρύσσει διαγωνισμὸν διὰ τὴν πλήρωσιν θέσεων. [439,950,688,968]
doctor-entry: Ὁ κ. Π. ΠΑΠΑΖΑΧΑΡΙΟΥ — Ὁ κ. Θ. ΑΠΟΣΤΟΛΙΔΗΣ — Ὁ κ. Χ. ΡΟΔΙΟΣ — Ὁ κ. Ε. ΛΑΖΑΡΙΔΗΣ — Ὁ κ. Γ. ΚΑΡΑΚΙΤΣΙΟΣ — Ὁ κ. Α. ΚΑΡΑΜΙΧΟΣ — Ὁ κ. ΙΩΑΝΝΗΣ ΜΠΑΝΤΗΣ — ΔΗΜΗΤΡΙΟΣ Α. ΔΑΛΑΒΕΡΑΣ — ΣΤΥΛΙΑΝΟΣ ΣΟΛΤΑΝΗΣ — ΣΤΕΦΑΝΟΣ Α. ΣΑΠΟΥΝΑΣ — ΔΡ ΝΙΚΟΛΑΟΣ ΓΚΑΝΟΣ — ΑΝΤΩΝΙΟΣ ΚΑΡΑΒΑΝΑΚΗΣ — ΙΩΑΝΝΗΣ ΑΘ. ΚΕΧΑΓΙΑΣ — ΣΑΡΑ Α. ΤΣΙΓΔΙΝΟΥ — ΔΗΜ. Μ. ΜΠΑΡΟΥΤΖΟΓΛΟΥ [843,505,983,614]
divider [698,500,1127,502]
tender-text: ΚΑΤΑΣΚΕΥΗ ΕΓΚΑΤΑΣΤΑΣΕΩΝ ΥΔΡΟΜΕΤΡΗΣΕΩΝ. Ἡ ὑπηρεσία ἐκτελεῖ μειοδοτικὸν διαγωνισμὸν διὰ τὴν κατασκευήν. [843,172,983,208]
article-text: ΑΘΗΝΑΙ, 27. — Ἐκ τοῦ ὑπουργείου Συντονισμοῦ ἀνεκοινώθη ὅτι αἱ ἰδιωτικαὶ καταθέσεις πάσης φύσεως εἰς τὰς Τραπέζας, ηὐξήθησαν κατὰ 7.391.000.000 δρχ. ἤτοι κατὰ 14,7%, κατὰ τὸ πρῶτον ἑξάμηνον τοῦ 1968 ἔναντι αὐξήσεως 6.800.000.000 δρχ. τοῦ ἀντιστοίχου διαστήματος τοῦ 1967. Ἡ ἀνοδικὴ τάσις τῶν καταθέσεων συνεχίζεται καὶ κατὰ τοὺς ἐπομένους μῆνας. [90,176,429,362]
ad-power-outage [1137,790,1526,920]
article-shipowners [90,662,429,720]
headline-tenants: ΥΠΟΨΗΦΙΟΙ ΕΝΟΙΚΙΑΣΤΑΙ ΔΙΑΜΕΡΙΣΜΑΤΟΣ ΕΤΡΑΥΜΑΤΙΣΑΝ ΑΝΑΙΤΙΩΣ ΤΗΝ ΙΔΙΟΚΤΗΤΡΙΑΝ [92,942,427,975]
article-text: ΑΘΗΝΑΙ, 27. — Ἡ κάλυψις ἀναγκῶν ὑδρεύσεως καὶ ἀποχετεύσεως τῆς Θεσσαλονίκης ἀποτελεῖ πρῶτον μέλημα τοῦ ὑπουργείου Δημοσίων Ἔργων, τὸ ὁποῖον καταβάλλει ἐντόνους προσπαθείας. [1336,155,1526,193]
tender-text: ΑΠΟΚΟΠΗ ΧΑΝΙΑ ΤΩΝ. Ἡ Ἐφορεία 1ης Περιφερείας Ἀρχαιολογικῆς Ὑπηρεσίας προκηρύσσει διαγωνισμόν. [698,430,838,458]
headline-students: ΠΡΟΣΚΛΗΣΙΣ ΣΠΟΥΔΑΣΤΩΝ ΤΗΣ «ΔΗΜΟΚΡΙΤΟΥ» [477,714,650,739]
article-text: Τὸ διοικητικὸν συμβούλιον τοῦ Νοσοκομείου προκηρύσσει διαγωνισμὸν διὰ τὴν πλήρωσιν θέσεων. [439,929,688,949]
divider [90,724,429,726]
